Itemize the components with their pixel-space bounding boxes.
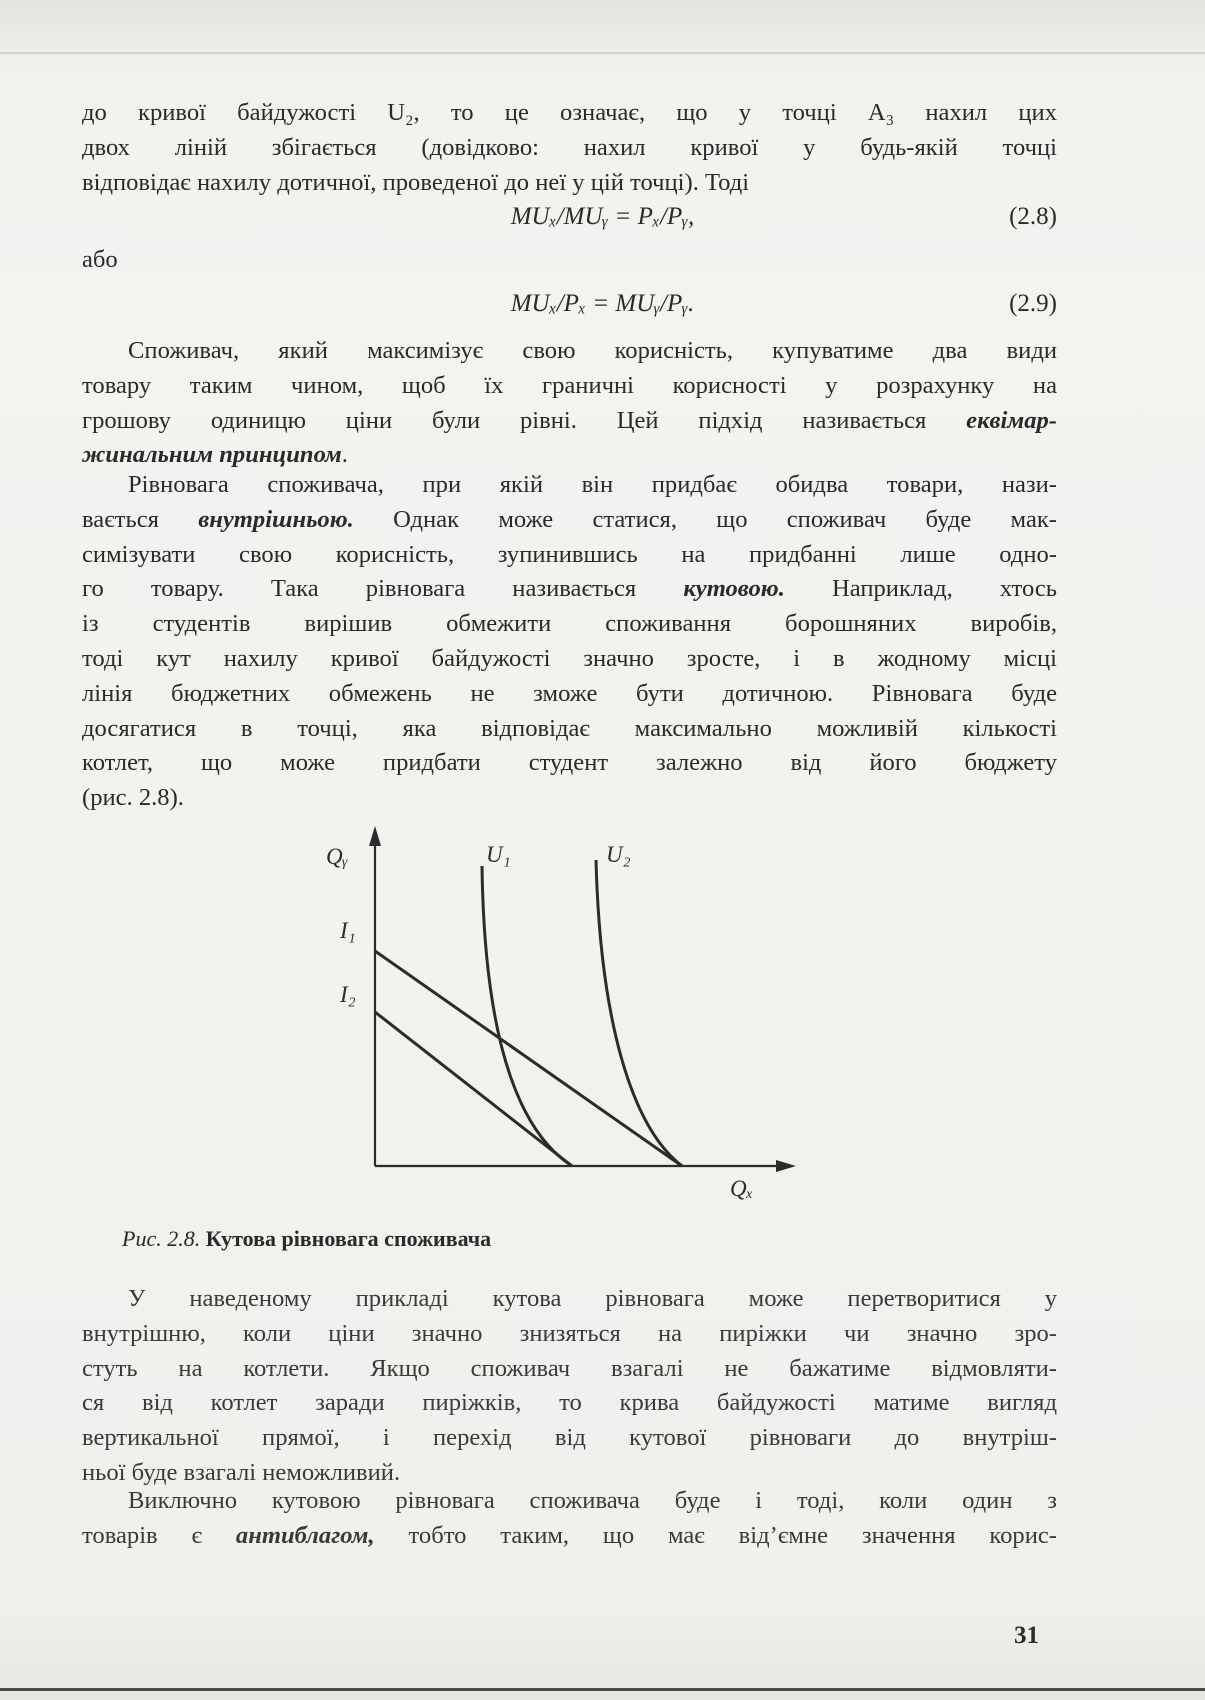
text-segment: вається: [82, 505, 199, 533]
formula-number: (2.9): [1009, 290, 1057, 317]
top-scan-edge: [0, 52, 1205, 54]
text-segment: грошову одиницю ціни були рівні. Цей підхід називається: [82, 406, 967, 434]
text-segment: Однак може статися, що споживач буде мак-: [353, 505, 1057, 533]
text-line: Виключно кутовою рівновага споживача буде і тоді, коли один з: [128, 1487, 1057, 1514]
budget-label-i1: I₁: [340, 918, 356, 943]
curve-label-u1: U₁: [486, 842, 511, 867]
indifference-curve-1: [482, 866, 572, 1166]
text-line: вертикальної прямої, і перехід від кутової рівноваги до внутріш-: [82, 1424, 1057, 1452]
text-line: двох ліній збігається (довідково: нахил кривої у будь-якій точці: [82, 133, 1057, 161]
text-segment: Наприклад, хтось: [784, 575, 1058, 603]
paragraph-3: [82, 468, 1057, 816]
text-line: із студентів вирішив обмежити споживання борошняних виробів,: [82, 610, 1057, 638]
text-line: ньої буде взагалі неможливий.: [82, 1458, 401, 1486]
text-line: внутрішню, коли ціни значно знизяться на пиріжки чи значно зро-: [82, 1319, 1057, 1347]
x-axis-label: Qₓ: [730, 1176, 754, 1201]
text-line: досягатися в точці, яка відповідає максимально можливій кількості: [82, 714, 1057, 742]
text-line: лінія бюджетних обмежень не зможе бути дотичною. Рівновага буде: [82, 679, 1057, 707]
paragraph-1: [82, 96, 1057, 200]
text-line: тоді кут нахилу кривої байдужості значно зросте, і в жодному місці: [82, 644, 1057, 672]
term-equimarginal-cont: жинальним принципом: [82, 441, 342, 469]
budget-line-2: [375, 1012, 572, 1166]
text-line: до кривої байдужості U₂, то це означає, що у точці A₃ нахил цих: [82, 99, 1057, 126]
text-line: котлет, що може придбати студент залежно від його бюджету: [82, 749, 1057, 777]
text-line: стуть на котлети. Якщо споживач взагалі не бажатиме відмовляти-: [82, 1354, 1057, 1382]
text-segment: товарів є: [82, 1521, 236, 1549]
paragraph-4: [82, 1282, 1057, 1491]
text-line: [82, 1519, 1057, 1554]
text-segment: .: [341, 441, 348, 469]
formula-number: (2.8): [1009, 203, 1057, 230]
budget-label-i2: I₂: [340, 982, 356, 1007]
paragraph-2: [82, 334, 1057, 473]
text-line: відповідає нахилу дотичної, проведеної до неї у цій точці). Тоді: [82, 168, 750, 196]
formula-2-8: [0, 203, 1205, 239]
text-line: У наведеному прикладі кутова рівновага може перетворитися у: [128, 1285, 1057, 1312]
text-line: Споживач, який максимізує свою корисність, купуватиме два види: [128, 337, 1057, 364]
caption-label: Рис. 2.8.: [122, 1226, 201, 1251]
formula-expression: MUₓ/Pₓ = MUᵧ/Pᵧ.: [510, 290, 695, 317]
y-axis-label: Qᵧ: [326, 844, 348, 869]
bottom-scan-edge: [0, 1688, 1205, 1691]
text-line: [82, 404, 1057, 439]
text-segment: го товару. Така рівновага називається: [82, 575, 684, 603]
text-line: (рис. 2.8).: [82, 784, 184, 812]
curve-label-u2: U₂: [606, 842, 631, 867]
formula-expression: MUₓ/MUᵧ = Pₓ/Pᵧ,: [510, 203, 695, 230]
text-line: товару таким чином, щоб їх граничні корисності у розрахунку на: [82, 371, 1057, 399]
term-internal: внутрішньою.: [198, 505, 354, 533]
term-antigood: антиблагом,: [235, 1521, 375, 1549]
x-axis-arrow: [776, 1160, 796, 1172]
text-line: [82, 503, 1057, 538]
text-segment: тобто таким, що має від’ємне значення корис-: [374, 1521, 1057, 1549]
connector-word: або: [82, 246, 118, 273]
term-corner: кутовою.: [683, 575, 785, 603]
text-line: Рівновага споживача, при якій він придбає обидва товари, нази-: [128, 471, 1057, 498]
text-line: [82, 572, 1057, 607]
figure-caption: [122, 1226, 491, 1252]
text-line: ся від котлет заради пиріжків, то крива байдужості матиме вигляд: [82, 1389, 1057, 1417]
formula-2-9: [0, 290, 1205, 326]
term-equimarginal: еквімар-: [966, 406, 1057, 434]
page-number: 31: [1014, 1622, 1039, 1649]
y-axis-arrow: [369, 826, 381, 846]
text-line: симізувати свою корисність, зупинившись на придбанні лише одно-: [82, 540, 1057, 568]
caption-text: Кутова рівновага споживача: [205, 1226, 492, 1251]
paragraph-5: [82, 1484, 1057, 1554]
figure-corner-equilibrium: [310, 826, 810, 1206]
indifference-curve-2: [596, 860, 682, 1166]
